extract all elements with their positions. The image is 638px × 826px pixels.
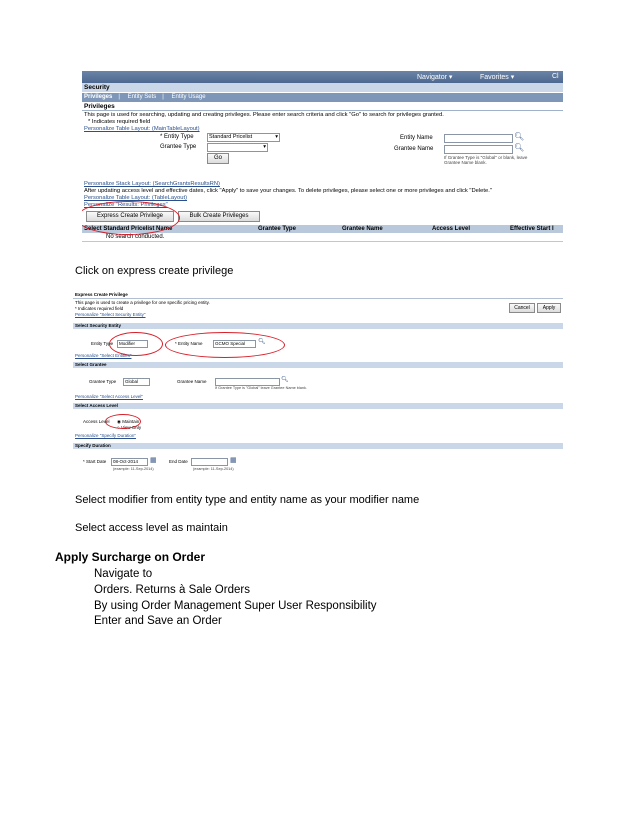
tabs-bar: Privileges | Entity Sets | Entity Usage (82, 93, 563, 102)
highlight-circle (105, 414, 141, 429)
calendar-icon[interactable]: ▦ (230, 457, 237, 464)
grantee-type-value: Global (125, 379, 139, 384)
specify-duration-header: Specify Duration (73, 443, 563, 449)
start-date-input[interactable] (111, 458, 148, 466)
express-create-description: This page is used to create a privilege for one specific pricing entity. (75, 300, 210, 305)
personalize-table-link[interactable]: Personalize Table Layout: (MainTableLayout) (84, 126, 200, 132)
grantee-type-label: Grantee Type (89, 379, 117, 384)
after-update-note: After updating access level and effective dates, click "Apply" to save your changes. To delete privileges, please select one or more privileges and click "Delete." (84, 188, 492, 194)
express-create-screenshot (73, 290, 563, 477)
express-create-privilege-button[interactable]: Express Create Privilege (86, 211, 174, 222)
column-header: Grantee Type (258, 226, 296, 232)
entity-type-select[interactable] (207, 133, 280, 142)
entity-type-label: Entity Type (91, 341, 114, 346)
personalize-duration-link[interactable]: Personalize "Specify Duration" (75, 433, 136, 438)
personalize-stack-link[interactable]: Personalize Stack Layout: (SearchGrantsResultsRN) (84, 181, 220, 187)
search-icon[interactable]: 🔍︎ (514, 132, 525, 141)
step-text: Orders. Returns à Sale Orders (94, 584, 250, 596)
select-grantee-header: Select Grantee (73, 362, 563, 368)
end-date-input[interactable] (191, 458, 228, 466)
chevron-down-icon: ▾ (263, 144, 266, 150)
required-note: * Indicates required field (75, 306, 124, 311)
tab-entity-usage[interactable]: Entity Usage (171, 94, 206, 100)
column-header: Effective Start I (510, 226, 554, 232)
caption-express-create: Click on express create privilege (75, 265, 234, 277)
security-title: Security (82, 83, 563, 92)
go-button[interactable]: Go (207, 153, 229, 164)
access-level-label: Access Level (83, 419, 110, 424)
required-note: * Indicates required field (88, 119, 151, 125)
top-bar (82, 71, 563, 83)
no-search-text: No search conducted. (106, 234, 165, 240)
grantee-name-input[interactable] (444, 145, 513, 154)
navigator-menu[interactable]: Navigator ▾ (417, 74, 453, 81)
step-text: Navigate to (94, 568, 153, 580)
highlight-circle (165, 332, 285, 358)
grantee-hint-1: If Grantee Type is "Global" or blank, leave (444, 155, 528, 160)
entity-type-label: * Entity Type (160, 134, 194, 140)
grantee-hint-2: Grantee Name blank. (444, 160, 487, 165)
entity-name-input[interactable] (444, 134, 513, 143)
calendar-icon[interactable]: ▦ (150, 457, 157, 464)
start-date-label: * Start Date (83, 459, 107, 464)
chevron-down-icon: ▾ (275, 134, 278, 140)
caption-select-modifier: Select modifier from entity type and entity name as your modifier name (75, 494, 420, 506)
step-text: By using Order Management Super User Responsibility (94, 600, 377, 612)
grantee-name-label: Grantee Name (394, 146, 434, 152)
entity-type-value: Standard Pricelist (209, 134, 253, 140)
personalize-access-link[interactable]: Personalize "Select Access Level" (75, 394, 143, 399)
express-create-title: Express Create Privilege (73, 292, 563, 298)
close-link[interactable]: Cl (552, 73, 559, 80)
privileges-subtitle: Privileges (82, 103, 563, 111)
privileges-screenshot (82, 71, 563, 242)
column-header: Select Standard Pricelist Name (84, 226, 173, 232)
personalize-security-link[interactable]: Personalize "Select Security Entity" (75, 312, 146, 317)
entity-name-label: * Entity Name (175, 341, 203, 346)
personalize-entities-link[interactable]: Personalize "Select Entities" (75, 353, 132, 358)
radio-selected-icon: ◉ (117, 419, 121, 424)
entity-type-value: Modifier (119, 341, 136, 346)
maintain-label: Maintain (122, 419, 140, 424)
grantee-name-input[interactable] (215, 378, 280, 386)
column-header: Grantee Name (342, 226, 383, 232)
grantee-type-label: Grantee Type (160, 144, 197, 150)
select-access-level-header: Select Access Level (73, 403, 563, 409)
grantee-type-select[interactable] (207, 143, 268, 152)
apply-button[interactable]: Apply (537, 303, 561, 313)
grantee-hint: If Grantee Type is "Global" leave Grantee Name blank. (215, 386, 307, 390)
cancel-button[interactable]: Cancel (509, 303, 535, 313)
search-icon[interactable]: 🔍︎ (281, 377, 289, 383)
start-date-example: (example: 11-Sep-2014) (113, 467, 154, 471)
favorites-menu[interactable]: Favorites ▾ (480, 74, 515, 81)
view-only-label: View Only (120, 425, 142, 430)
entity-name-label: Entity Name (400, 135, 433, 141)
tab-privileges[interactable]: Privileges (84, 94, 113, 100)
end-date-label: End Date (169, 459, 188, 464)
personalize-table2-link[interactable]: Personalize Table Layout: (TableLayout) (84, 195, 188, 201)
radio-icon: ○ (117, 425, 120, 430)
caption-select-access: Select access level as maintain (75, 522, 228, 534)
select-security-entity-header: Select Security Entity (73, 323, 563, 329)
table-row (82, 233, 563, 242)
search-icon[interactable]: 🔍︎ (514, 143, 525, 152)
end-date-example: (example: 11-Sep-2014) (193, 467, 234, 471)
column-header: Access Level (432, 226, 471, 232)
entity-name-value: GCMO Special (215, 341, 246, 346)
personalize-results-link[interactable]: Personalize "Results: Privileges" (84, 202, 168, 208)
page-description: This page is used for searching, updating and creating privileges. Please enter search criteria and click "Go" to search for privileges granted. (84, 112, 444, 118)
grantee-name-label: Grantee Name (177, 379, 207, 384)
tab-entity-sets[interactable]: Entity Sets (127, 94, 157, 100)
start-date-value: 08-Oct-2014 (113, 459, 139, 464)
search-icon[interactable]: 🔍︎ (258, 339, 266, 345)
section-heading: Apply Surcharge on Order (55, 550, 206, 564)
step-text: Enter and Save an Order (94, 615, 222, 627)
grantee-type-select[interactable] (123, 378, 150, 386)
bulk-create-privileges-button[interactable]: Bulk Create Privileges (178, 211, 260, 222)
